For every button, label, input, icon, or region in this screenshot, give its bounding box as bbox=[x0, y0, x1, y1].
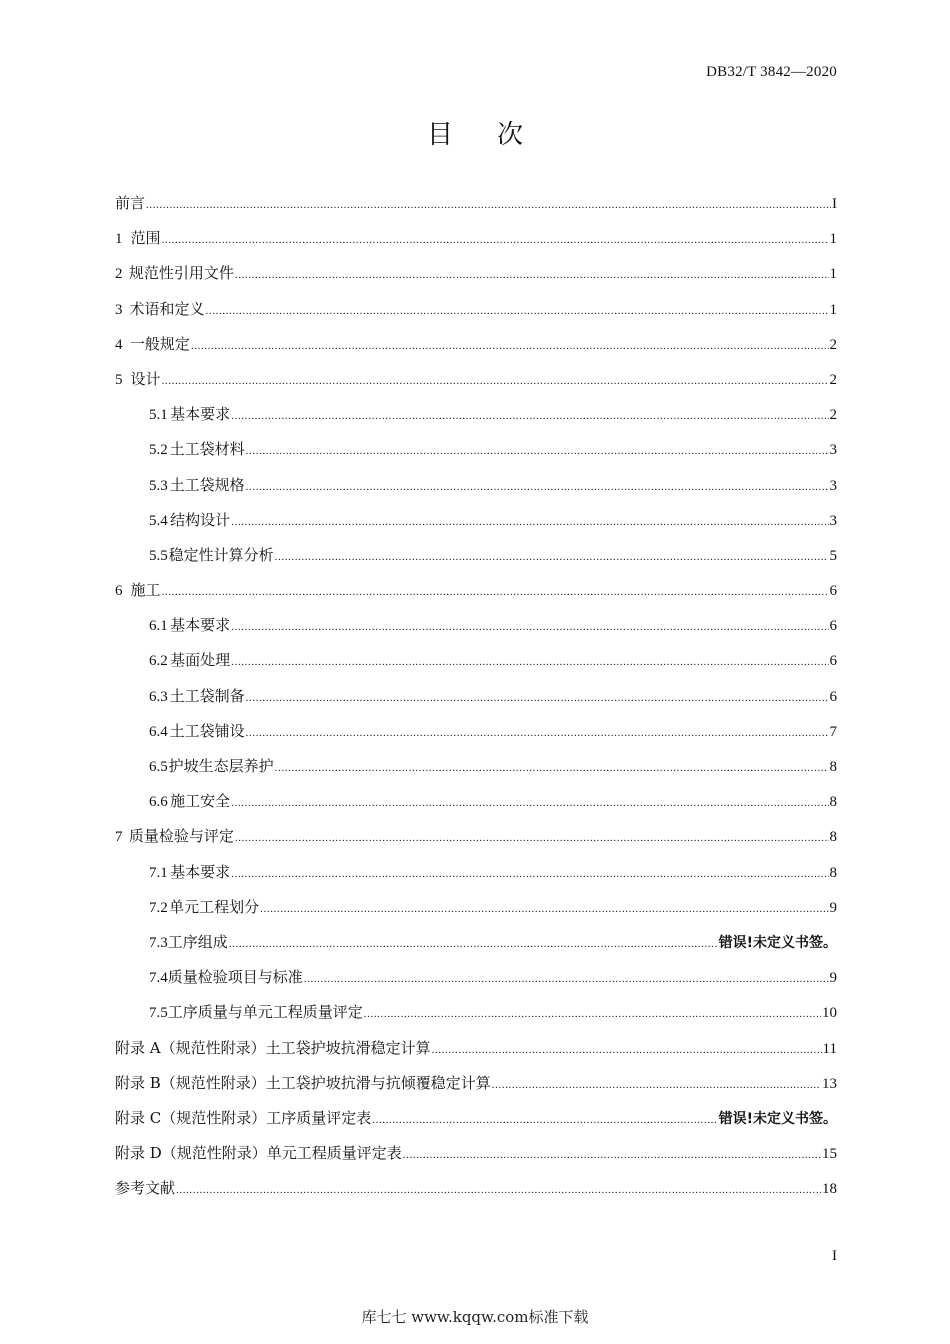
toc-entry-label: 质量检验项目与标准 bbox=[167, 968, 303, 987]
toc-entry-page: 9 bbox=[829, 970, 837, 987]
toc-entry-page: 5 bbox=[829, 547, 837, 564]
toc-entry-number: 5 bbox=[115, 371, 123, 388]
toc-entry-5-1[interactable] bbox=[115, 403, 837, 438]
toc-entry-2[interactable] bbox=[115, 262, 837, 297]
toc-entry-number: 5.4 bbox=[149, 512, 168, 529]
toc-entry-page: 10 bbox=[822, 1005, 837, 1022]
toc-entry-page: 6 bbox=[829, 653, 837, 670]
dot-leader bbox=[246, 445, 829, 457]
toc-entry-6-6[interactable] bbox=[115, 790, 837, 825]
toc-entry-label: 基本要求 bbox=[170, 616, 231, 635]
toc-entry-7-1[interactable] bbox=[115, 861, 837, 896]
toc-entry-5-2[interactable] bbox=[115, 438, 837, 473]
toc-entry-number: 6.2 bbox=[149, 653, 168, 670]
toc-entry-page-error: 错误!未定义书签。 bbox=[718, 1110, 837, 1127]
toc-entry-page: 1 bbox=[829, 266, 837, 283]
toc-entry-number: 7.2 bbox=[149, 899, 168, 916]
toc-entry-label: 结构设计 bbox=[170, 510, 231, 529]
dot-leader bbox=[403, 1149, 821, 1161]
toc-entry-number: 6 bbox=[115, 583, 123, 600]
toc-entry-page: 6 bbox=[829, 583, 837, 600]
toc-entry-appendix-d[interactable] bbox=[115, 1142, 837, 1177]
dot-leader bbox=[275, 551, 829, 563]
toc-entry-5-5[interactable] bbox=[115, 544, 837, 579]
dot-leader bbox=[364, 1008, 821, 1020]
dot-leader bbox=[372, 1114, 717, 1126]
toc-entry-label: 附录 C（规范性附录）工序质量评定表 bbox=[115, 1108, 372, 1127]
toc-entry-5-4[interactable] bbox=[115, 509, 837, 544]
toc-entry-label: 基本要求 bbox=[170, 405, 231, 424]
toc-entry-7-3[interactable] bbox=[115, 931, 837, 966]
toc-entry-page: 15 bbox=[822, 1146, 837, 1163]
dot-leader bbox=[260, 903, 828, 915]
toc-entry-page: 9 bbox=[829, 899, 837, 916]
toc-entry-number: 6.6 bbox=[149, 794, 168, 811]
toc-entry-foreword[interactable] bbox=[115, 192, 837, 227]
toc-entry-label: 土工袋铺设 bbox=[169, 721, 245, 740]
toc-entry-page: 1 bbox=[829, 301, 837, 318]
toc-entry-6[interactable] bbox=[115, 579, 837, 614]
dot-leader bbox=[432, 1044, 822, 1056]
toc-entry-6-4[interactable] bbox=[115, 720, 837, 755]
dot-leader bbox=[235, 832, 829, 844]
page-number: I bbox=[832, 1248, 837, 1264]
table-of-contents bbox=[115, 192, 837, 1212]
toc-entry-label: 稳定性计算分析 bbox=[168, 545, 274, 564]
toc-entry-page: 2 bbox=[829, 371, 837, 388]
toc-entry-number: 3 bbox=[115, 301, 123, 318]
toc-entry-label: 术语和定义 bbox=[129, 299, 205, 318]
dot-leader bbox=[206, 305, 829, 317]
toc-entry-page: 8 bbox=[829, 794, 837, 811]
toc-entry-appendix-b[interactable] bbox=[115, 1072, 837, 1107]
toc-entry-label: 范围 bbox=[130, 229, 161, 248]
toc-entry-number: 5.2 bbox=[149, 442, 168, 459]
toc-entry-number: 7 bbox=[115, 829, 123, 846]
dot-leader bbox=[304, 973, 829, 985]
toc-entry-number: 6.3 bbox=[149, 688, 168, 705]
toc-entry-label: 质量检验与评定 bbox=[128, 827, 234, 846]
toc-entry-label: 工序质量与单元工程质量评定 bbox=[167, 1003, 363, 1022]
toc-entry-number: 6.5 bbox=[149, 759, 168, 775]
toc-entry-label: 附录 D（规范性附录）单元工程质量评定表 bbox=[115, 1144, 402, 1163]
toc-entry-appendix-c[interactable] bbox=[115, 1107, 837, 1142]
toc-entry-label: 土工袋规格 bbox=[169, 475, 245, 494]
toc-entry-number: 7.3 bbox=[149, 934, 168, 951]
toc-entry-label: 护坡生态层养护 bbox=[168, 757, 274, 775]
toc-entry-7[interactable] bbox=[115, 825, 837, 860]
toc-entry-5[interactable] bbox=[115, 368, 837, 403]
standard-number: DB32/T 3842—2020 bbox=[706, 64, 837, 80]
toc-entry-label: 附录 B（规范性附录）土工袋护坡抗滑与抗倾覆稳定计算 bbox=[115, 1073, 491, 1092]
toc-entry-page: 8 bbox=[829, 829, 837, 846]
toc-entry-label: 设计 bbox=[130, 369, 161, 388]
toc-entry-appendix-a[interactable] bbox=[115, 1037, 837, 1072]
toc-entry-page: 11 bbox=[822, 1040, 837, 1057]
dot-leader bbox=[235, 269, 829, 281]
toc-entry-7-2[interactable] bbox=[115, 896, 837, 931]
toc-entry-page: 3 bbox=[829, 477, 837, 494]
dot-leader bbox=[231, 656, 828, 668]
toc-entry-3[interactable] bbox=[115, 298, 837, 333]
watermark-text: 库七七 www.kqqw.com标准下载 bbox=[361, 1308, 589, 1326]
toc-entry-number: 5.1 bbox=[149, 407, 168, 424]
toc-entry-number: 1 bbox=[115, 231, 123, 248]
toc-entry-6-2[interactable] bbox=[115, 649, 837, 684]
toc-entry-number: 4 bbox=[115, 336, 123, 353]
toc-entry-page: 3 bbox=[829, 512, 837, 529]
toc-entry-page: 3 bbox=[829, 442, 837, 459]
dot-leader bbox=[231, 516, 828, 528]
toc-entry-page: 1 bbox=[829, 231, 837, 248]
toc-entry-label: 规范性引用文件 bbox=[128, 264, 234, 283]
toc-entry-7-5[interactable] bbox=[115, 1001, 837, 1036]
toc-entry-number: 6.4 bbox=[149, 723, 168, 740]
toc-entry-label: 施工安全 bbox=[170, 792, 231, 811]
toc-entry-page-error: 错误!未定义书签。 bbox=[718, 934, 837, 951]
page-title: 目次 bbox=[426, 120, 567, 150]
toc-entry-page: 8 bbox=[829, 864, 837, 881]
dot-leader bbox=[231, 868, 828, 880]
dot-leader bbox=[246, 481, 829, 493]
toc-entry-number: 5.5 bbox=[149, 547, 168, 564]
toc-entry-6-5[interactable] bbox=[115, 755, 837, 790]
toc-entry-number: 6.1 bbox=[149, 618, 168, 635]
toc-entry-label: 一般规定 bbox=[129, 334, 190, 353]
toc-entry-7-4[interactable] bbox=[115, 966, 837, 1001]
toc-entry-number: 7.4 bbox=[149, 970, 168, 987]
toc-entry-page: 13 bbox=[822, 1075, 837, 1092]
dot-leader bbox=[162, 234, 829, 246]
dot-leader bbox=[231, 410, 828, 422]
toc-entry-4[interactable] bbox=[115, 333, 837, 368]
dot-leader bbox=[191, 340, 829, 352]
toc-entry-label: 前言 bbox=[115, 194, 146, 212]
toc-entry-number: 7.5 bbox=[149, 1005, 168, 1022]
toc-entry-page: 2 bbox=[829, 407, 837, 424]
toc-entry-6-3[interactable] bbox=[115, 685, 837, 720]
toc-entry-page: 7 bbox=[829, 723, 837, 740]
toc-entry-references[interactable] bbox=[115, 1177, 837, 1212]
toc-entry-1[interactable] bbox=[115, 227, 837, 262]
toc-entry-page: 6 bbox=[829, 618, 837, 635]
toc-entry-number: 2 bbox=[115, 266, 123, 283]
toc-entry-label: 施工 bbox=[130, 581, 161, 600]
toc-entry-label: 工序组成 bbox=[167, 932, 228, 951]
toc-entry-label: 单元工程划分 bbox=[169, 897, 260, 916]
dot-leader bbox=[162, 375, 829, 387]
toc-entry-label: 基本要求 bbox=[170, 862, 231, 881]
toc-entry-page: 2 bbox=[829, 336, 837, 353]
dot-leader bbox=[146, 199, 831, 211]
toc-entry-page: 8 bbox=[829, 759, 837, 775]
toc-entry-label: 土工袋材料 bbox=[169, 440, 245, 459]
toc-entry-number: 7.1 bbox=[149, 864, 168, 881]
dot-leader bbox=[231, 797, 828, 809]
toc-entry-5-3[interactable] bbox=[115, 474, 837, 509]
dot-leader bbox=[492, 1079, 821, 1091]
toc-entry-6-1[interactable] bbox=[115, 614, 837, 649]
dot-leader bbox=[246, 692, 829, 704]
dot-leader bbox=[162, 586, 829, 598]
dot-leader bbox=[231, 621, 828, 633]
toc-entry-label: 附录 A（规范性附录）土工袋护坡抗滑稳定计算 bbox=[115, 1038, 431, 1057]
toc-entry-label: 基面处理 bbox=[170, 651, 231, 670]
toc-entry-number: 5.3 bbox=[149, 477, 168, 494]
toc-entry-label: 土工袋制备 bbox=[169, 686, 245, 705]
dot-leader bbox=[229, 938, 718, 950]
dot-leader bbox=[275, 762, 829, 774]
toc-entry-page: 6 bbox=[829, 688, 837, 705]
toc-entry-label: 参考文献 bbox=[115, 1179, 176, 1198]
toc-entry-page: 18 bbox=[822, 1181, 837, 1198]
dot-leader bbox=[176, 1184, 821, 1196]
toc-entry-page: I bbox=[832, 196, 837, 212]
dot-leader bbox=[246, 727, 829, 739]
